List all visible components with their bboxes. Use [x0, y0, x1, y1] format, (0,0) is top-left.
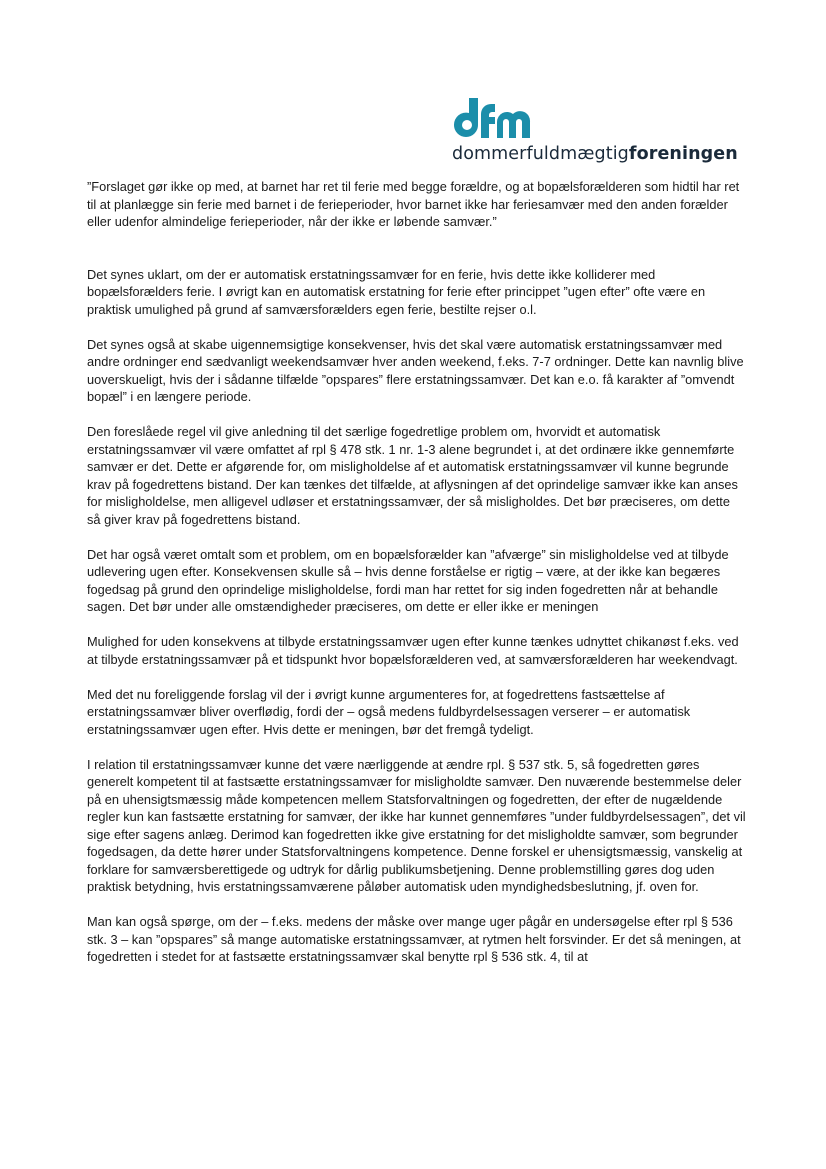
- paragraph-2: Det synes også at skabe uigennemsigtige konsekvenser, hvis det skal være automatisk erstatningssamvær med andre ordninger end sædvanligt weekendsamvær hver anden weekend, f.eks. 7-7 ordninger. Dette kan navnlig blive uoverskueligt, hvis der i sådanne tilfælde ”opspares” flere erstatningssamvær. Det kan e.o. få karakter af ”omvendt bopæl” i en længere periode.: [87, 336, 744, 404]
- paragraph-6: Med det nu foreliggende forslag vil der i øvrigt kunne argumenteres for, at fogedrettens fastsættelse af erstatningssamvær bliver overflødig, fordi der – også medens fuldbyrdelsessagen verserer – er automatisk erstatningssamvær ugen efter. Hvis dette er meningen, bør det fremgå tydeligt.: [87, 686, 691, 737]
- paragraph-3: Den foreslåede regel vil give anledning til det særlige fogedretlige problem om, hvorvidt et automatisk erstatningssamvær vil være omfattet af rpl § 478 stk. 1 nr. 1-3 alene begrundet i, at det ordinære ikke gennemførte samvær er det. Dette er afgørende for, om misligholdelse af et automatisk erstatningssamvær vil kunne begrunde krav på fogedrettens bistand. Der kan tænkes det tilfælde, at aflysningen af det oprindelige samvær ikke kan anses for misligholdelse, men alligevel udløser et erstatningssamvær, der så misligholdes. Det bør præciseres, om dette så giver krav på fogedrettens bistand.: [87, 424, 738, 527]
- paragraph-5: Mulighed for uden konsekvens at tilbyde erstatningssamvær ugen efter kunne tænkes udnyttet chikanøst f.eks. ved at tilbyde erstatningssamvær på et tidspunkt hvor bopælsforælderen ved, at samværsforælderen har weekendvagt.: [87, 634, 739, 667]
- logo-wordmark: [452, 144, 738, 164]
- logo-text-bold: foreningen: [628, 144, 738, 164]
- quoted-passage: ”Forslaget gør ikke op med, at barnet har ret til ferie med begge forældre, og at bopælsforælderen som hidtil har ret til at planlægge sin ferie med barnet i de ferieperioder, hvor barnet ikke har feriesamvær med den anden forælder eller udenfor almindelige ferieperioder, når der ikke er løbende samvær.”: [87, 179, 740, 229]
- logo-text-light: dommerfuldmægtig: [452, 144, 629, 164]
- paragraph-4: Det har også været omtalt som et problem, om en bopælsforælder kan ”afværge” sin misligholdelse ved at tilbyde udlevering ugen efter. Konsekvensen skulle så – hvis denne forståelse er rigtig – være, at der ikke kan begæres fogedsag på grund den oprindelige misligholdelse, fordi man har rettet for sig inden fogedretten når at behandle sagen. Det bør under alle omstændigheder præciseres, om dette er eller ikke er meningen: [87, 546, 729, 614]
- paragraph-7: I relation til erstatningssamvær kunne det være nærliggende at ændre rpl. § 537 stk. 5, så fogedretten gøres generelt kompetent til at fastsætte erstatningssamvær for misligholdte samvær. Den nuværende bestemmelse deler på en uhensigtsmæssig måde kompetencen mellem Statsforvaltningen og fogedretten, der efter de nugældende regler kun kan fastsætte erstatning for samvær, der ikke har kunnet gennemføres ”under fuldbyrdelsessagen”, det vil sige efter sagens anlæg. Derimod kan fogedretten ikke give erstatning for det misligholdte samvær, som begrunder fogedsagen, da dette hører under Statsforvaltningens kompetence. Denne forskel er uhensigtsmæssig, vanskelig at forklare for samværsberettigede og udtryk for dårlig publikumsbetjening. Denne problemstilling gøres dog uden praktisk betydning, hvis erstatningssamværene påløber automatisk uden myndighedsbeslutning, jf. oven for.: [87, 756, 746, 894]
- document-body: [87, 178, 747, 983]
- organization-logo: [452, 98, 738, 168]
- dfm-logo-icon: [452, 98, 532, 144]
- paragraph-1: Det synes uklart, om der er automatisk erstatningssamvær for en ferie, hvis dette ikke kolliderer med bopælsforælders ferie. I øvrigt kan en automatisk erstatning for ferie efter princippet ”ugen efter” ofte være en praktisk umulighed på grund af samværsforælders egen ferie, bestilte rejser o.l.: [87, 266, 706, 317]
- paragraph-8: Man kan også spørge, om der – f.eks. medens der måske over mange uger pågår en undersøgelse efter rpl § 536 stk. 3 – kan ”opspares” så mange automatiske erstatningssamvær, at rytmen helt forsvinder. Er det så meningen, at fogedretten i stedet for at fastsætte erstatningssamvær skal benytte rpl § 536 stk. 4, til at: [87, 914, 741, 964]
